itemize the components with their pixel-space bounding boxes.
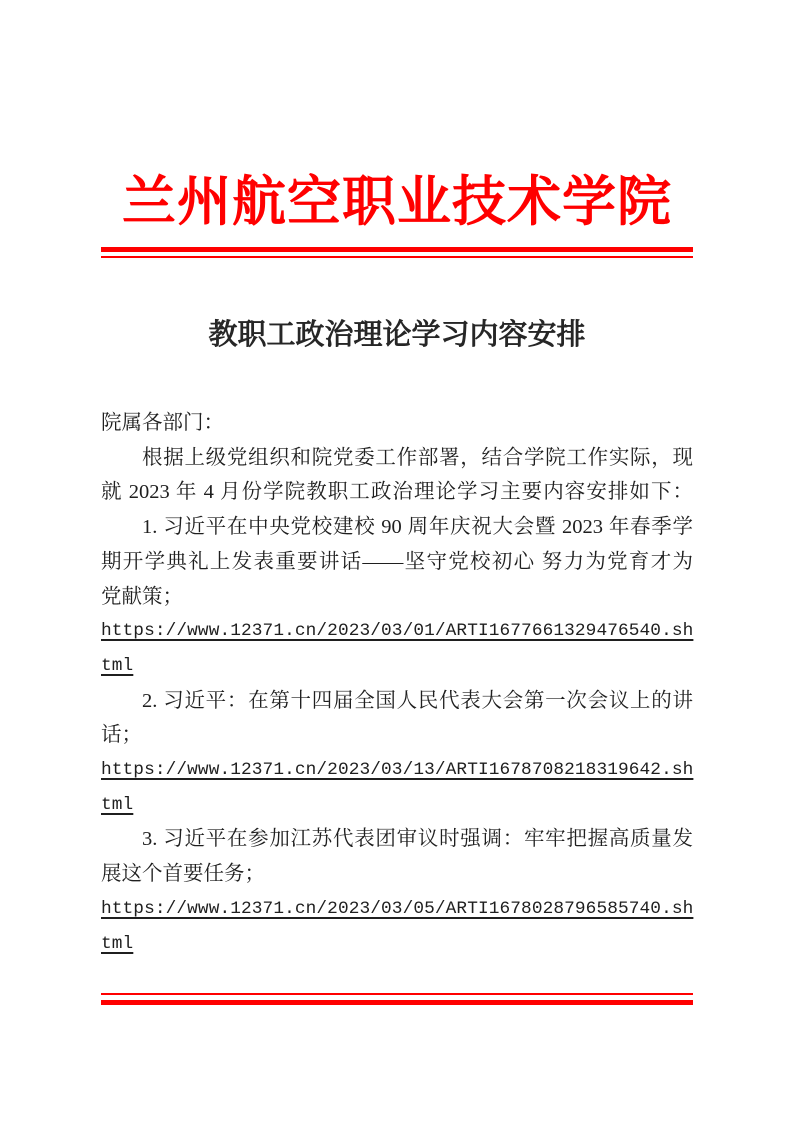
item-1-line: 党献策； — [101, 585, 183, 608]
hyperlink-2-continuation[interactable]: tml — [101, 794, 134, 815]
letterhead-title: 兰州航空职业技术学院 — [122, 172, 672, 232]
item-3-line: 展这个首要任务； — [101, 863, 265, 886]
salutation-line: 院属各部门： — [101, 412, 224, 434]
item-2-line: 话； — [101, 724, 142, 747]
footer-rule-thin — [101, 993, 693, 995]
footer-rule-thick — [101, 1000, 693, 1005]
hyperlink-3-continuation[interactable]: tml — [101, 933, 134, 954]
document-title: 教职工政治理论学习内容安排 — [208, 319, 586, 351]
body-text-line: 根据上级党组织和院党委工作部署，结合学院工作实际，现 — [142, 446, 693, 469]
hyperlink-1-line[interactable]: https://www.12371.cn/2023/03/01/ARTI1677661329476540.sh — [101, 621, 694, 642]
hyperlink-1-continuation[interactable]: tml — [101, 655, 134, 676]
body-text-line: 就 2023 年 4 月份学院教职工政治理论学习主要内容安排如下： — [101, 481, 693, 504]
letterhead-rule-thick — [101, 247, 693, 252]
document-body — [101, 406, 693, 961]
hyperlink-2-line[interactable]: https://www.12371.cn/2023/03/13/ARTI1678708218319642.sh — [101, 760, 694, 781]
item-1-line: 期开学典礼上发表重要讲话——坚守党校初心 努力为党育才为 — [101, 550, 693, 573]
item-3-line: 3. 习近平在参加江苏代表团审议时强调：牢牢把握高质量发 — [142, 828, 693, 851]
letterhead-rule-thin — [101, 256, 693, 258]
item-1-line: 1. 习近平在中央党校建校 90 周年庆祝大会暨 2023 年春季学 — [142, 516, 693, 539]
item-2-line: 2. 习近平：在第十四届全国人民代表大会第一次会议上的讲 — [142, 689, 693, 712]
hyperlink-3-line[interactable]: https://www.12371.cn/2023/03/05/ARTI1678028796585740.sh — [101, 898, 694, 919]
